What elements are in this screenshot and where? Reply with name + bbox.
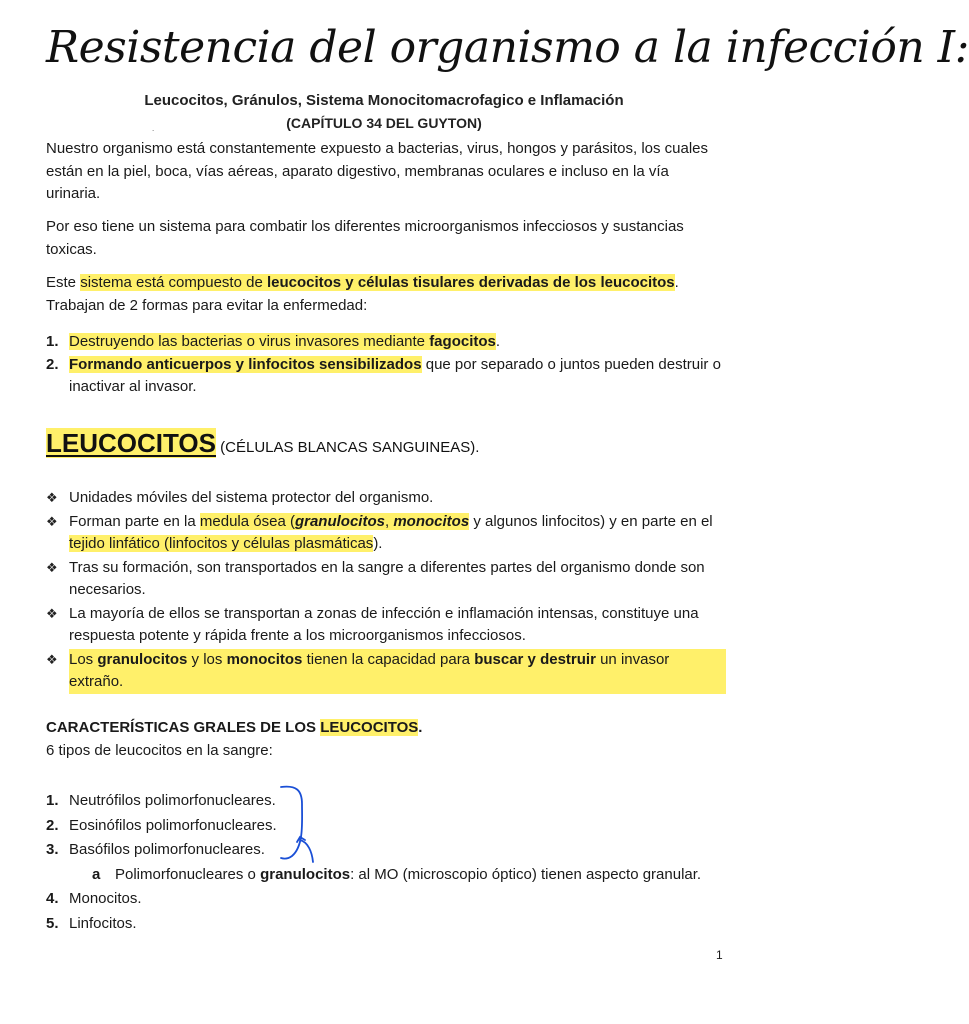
intro-paragraph-2: Por eso tiene un sistema para combatir los diferentes microorganismos infecciosos y sustancias toxicas. xyxy=(46,218,684,258)
types-intro: 6 tipos de leucocitos en la sangre: xyxy=(46,742,273,759)
diamond-bullet-icon: ❖ xyxy=(46,651,58,667)
list-item: 3. Basófilos polimorfonucleares. xyxy=(46,841,265,858)
list-item: 1. Neutrófilos polimorfonucleares. xyxy=(46,792,276,809)
page-title: Resistencia del organismo a la infección I: xyxy=(46,22,969,73)
characteristics-heading: CARACTERÍSTICAS GRALES DE LOS LEUCOCITOS. xyxy=(46,719,423,736)
page-subtitle: Leucocitos, Gránulos, Sistema Monocitomacrofagico e Inflamación xyxy=(144,92,624,109)
diamond-bullet-icon: ❖ xyxy=(46,513,58,529)
list-item: 2. Eosinófilos polimorfonucleares. xyxy=(46,816,277,834)
list-item: ❖ Unidades móviles del sistema protector del organismo. xyxy=(46,487,726,510)
list-item: 4. Monocitos. xyxy=(46,890,142,907)
list-item: 5. Linfocitos. xyxy=(46,914,137,932)
diamond-bullet-icon: ❖ xyxy=(46,605,58,621)
list-item: 1. Destruyendo las bacterias o virus invasores mediante fagocitos. xyxy=(46,333,501,350)
stray-dot: . xyxy=(152,124,155,133)
list-item: ❖ Forman parte en la medula ósea (granulocitos, monocitos y algunos linfocitos) y en parte en el tejido linfático (linfocitos y células plasmáticas). xyxy=(46,511,726,556)
leucocitos-bullets xyxy=(46,487,726,695)
list-item: 2. Formando anticuerpos y linfocitos sensibilizados que por separado o juntos pueden destruir o inactivar al invasor. xyxy=(46,355,721,395)
list-item: ❖ La mayoría de ellos se transportan a zonas de infección e inflamación intensas, constituye una respuesta potente y rápida frente a los microorganismos infecciosos. xyxy=(46,603,726,648)
page-number: 1 xyxy=(716,948,723,962)
intro-paragraph-1: Nuestro organismo está constantemente expuesto a bacterias, virus, hongos y parásitos, los cuales están en la piel, boca, vías aéreas, aparato digestivo, membranas oculares e incluso en la vía urinaria. xyxy=(46,140,709,202)
diamond-bullet-icon: ❖ xyxy=(46,559,58,575)
leucocitos-heading: LEUCOCITOS (CÉLULAS BLANCAS SANGUINEAS). xyxy=(46,428,480,458)
list-item: ❖ Los granulocitos y los monocitos tienen la capacidad para buscar y destruir un invasor extraño. xyxy=(46,649,726,694)
intro-paragraph-3: Este sistema está compuesto de leucocitos y células tisulares derivadas de los leucocitos. Trabajan de 2 formas para evitar la enfermedad: xyxy=(46,274,679,314)
handwritten-bracket-annotation xyxy=(278,784,328,874)
diamond-bullet-icon: ❖ xyxy=(46,490,58,505)
defense-ways-list xyxy=(46,331,726,399)
leukocyte-types-list xyxy=(46,789,726,936)
list-item: ❖ Tras su formación, son transportados en la sangre a diferentes partes del organismo donde son necesarios. xyxy=(46,557,726,602)
chapter-reference: (CAPÍTULO 34 DEL GUYTON) xyxy=(286,115,482,131)
sub-list-item: a Polimorfonucleares o granulocitos: al MO (microscopio óptico) tienen aspecto granular. xyxy=(92,865,702,883)
